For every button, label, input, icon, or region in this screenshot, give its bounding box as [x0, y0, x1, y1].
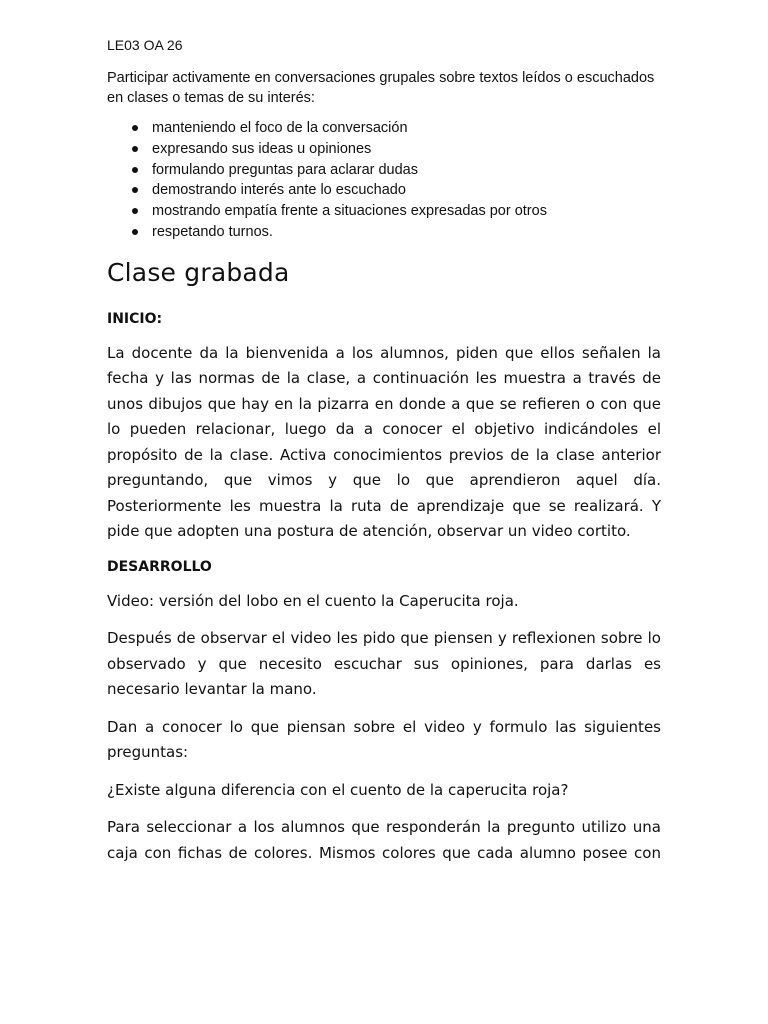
objective-bullet-list [107, 118, 661, 243]
list-item: manteniendo el foco de la conversación [152, 118, 661, 139]
observe-paragraph: Después de observar el video les pido que piensen y reflexionen sobre lo observado y que necesito escuchar sus opiniones, para darlas es necesario levantar la mano. [107, 629, 661, 699]
video-paragraph: Video: versión del lobo en el cuento la Caperucita roja. [107, 591, 519, 610]
list-item: respetando turnos. [152, 222, 661, 243]
objective-code: LE03 OA 26 [107, 37, 183, 53]
questions-intro-paragraph: Dan a conocer lo que piensan sobre el video y formulo las siguientes preguntas: [107, 717, 661, 762]
desarrollo-heading: DESARROLLO [107, 558, 212, 575]
page-title: Clase grabada [107, 257, 290, 287]
inicio-heading: INICIO: [107, 310, 163, 327]
list-item: mostrando empatía frente a situaciones expresadas por otros [152, 201, 661, 222]
question-paragraph: ¿Existe alguna diferencia con el cuento de la caperucita roja? [107, 780, 569, 799]
inicio-paragraph: La docente da la bienvenida a los alumnos, piden que ellos señalen la fecha y las normas de la clase, a continuación les muestra a través de unos dibujos que hay en la pizarra en donde a que se refieren o con que lo pueden relacionar, luego da a conocer el objetivo indicándoles el propósito de la clase. Activa conocimientos previos de la clase anterior preguntando, que vimos y que lo que aprendieron aquel día. Posteriormente les muestra la ruta de aprendizaje que se realizará. Y pide que adopten una postura de atención, observar un video cortito. [107, 343, 661, 541]
list-item: demostrando interés ante lo escuchado [152, 180, 661, 201]
objective-text: Participar activamente en conversaciones grupales sobre textos leídos o escuchados en clases o temas de su interés: [107, 70, 655, 106]
list-item: formulando preguntas para aclarar dudas [152, 160, 661, 181]
document-page [107, 36, 661, 878]
list-item: expresando sus ideas u opiniones [152, 139, 661, 160]
selection-paragraph: Para seleccionar a los alumnos que responderán la pregunto utilizo una caja con fichas de colores. Mismos colores que cada alumno posee con [107, 818, 661, 862]
